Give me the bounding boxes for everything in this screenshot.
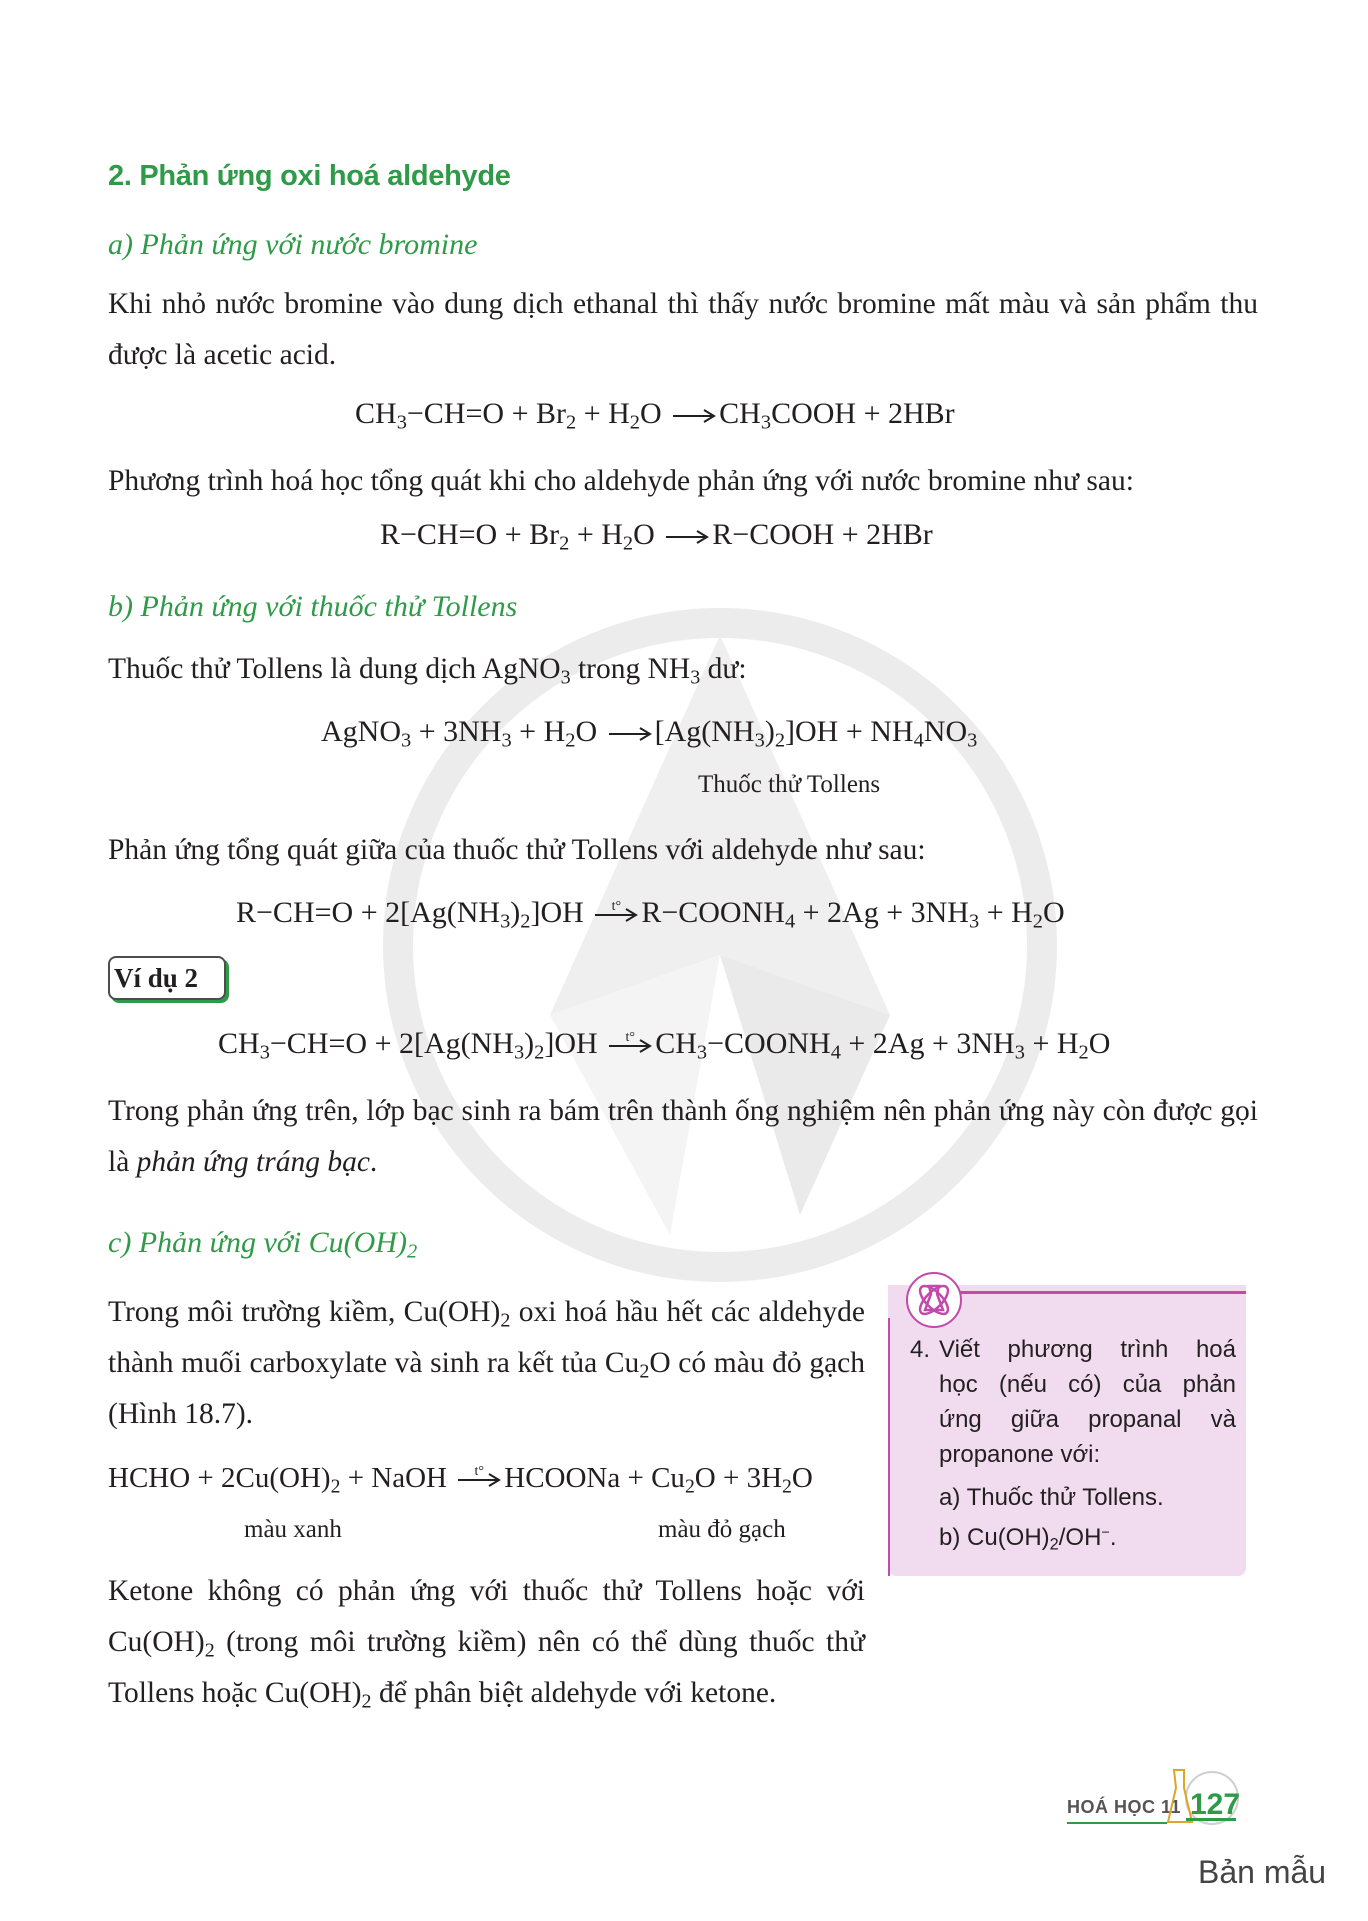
- question-option-b: [939, 1518, 1236, 1558]
- subheading-copper-subscript: 2: [406, 1240, 418, 1263]
- question-option-a: a) Thuốc thử Tollens.: [939, 1484, 1164, 1511]
- equation-general-tollens: $R-CH=O + 2[Ag(NH_3)_2]OH$ t° $R-COONH_4 + 2Ag + 3NH_3 + H_2O$: [236, 896, 1065, 933]
- equation-example-ethanal-tollens: $CH_3-CH=O + 2[Ag(NH_3)_2]OH$ t° $CH_3-COONH_4 + 2Ag + 3NH_3 + H_2O$: [218, 1027, 1111, 1064]
- equation-ethanal-bromine: $CH_3-CH=O + Br_2 + H_2O$ $CH_3COOH + 2HBr$: [355, 397, 955, 434]
- question-box-left-rule: [888, 1318, 890, 1576]
- tollens-reagent-caption: Thuốc thử Tollens: [698, 771, 881, 798]
- subheading-copper-hydroxide: [108, 1226, 418, 1263]
- caption-blue-color: màu xanh: [244, 1516, 342, 1543]
- subheading-bromine: a) Phản ứng với nước bromine: [108, 228, 478, 261]
- paragraph-bromine-intro: Khi nhỏ nước bromine vào dung dịch ethanal thì thấy nước bromine mất màu và sản phẩm thu được là acetic acid.: [108, 288, 1258, 371]
- equation-tollens-preparation: AgNO$_3$ + $3NH_3 + H_2O$ $[Ag(NH_3)_2]OH + NH_4NO_3$: [321, 715, 978, 752]
- caption-brick-red-color: màu đỏ gạch: [658, 1516, 786, 1543]
- heat-arrow-icon: t°: [608, 1036, 652, 1056]
- equation-formaldehyde-copper: HCHO + $2Cu(OH)_2$ + NaOH t° HCOONa + $Cu_2O + 3H_2O$: [108, 1462, 813, 1498]
- option-b-subscript: 2: [1049, 1535, 1059, 1554]
- silver-mirror-end: .: [369, 1146, 378, 1178]
- option-b-prefix: b) Cu(OH): [939, 1524, 1050, 1551]
- paragraph-silver-mirror: [108, 1086, 1258, 1188]
- question-box-top-rule: [932, 1291, 1246, 1294]
- question-text: [910, 1332, 1236, 1558]
- molecule-flask-icon: [906, 1272, 962, 1328]
- heat-arrow-icon: t°: [594, 905, 638, 925]
- footer-subject: HOÁ HỌC 11: [1067, 1797, 1182, 1817]
- option-b-superscript: −: [1101, 1525, 1110, 1542]
- page-number: 127: [1190, 1788, 1241, 1821]
- question-line: ứng giữa propanal và: [939, 1406, 1236, 1433]
- sample-stamp: Bản mẫu: [1198, 1854, 1327, 1890]
- reaction-arrow-icon: [672, 406, 716, 426]
- heat-arrow-icon: t°: [457, 1470, 501, 1490]
- reaction-arrow-icon: [665, 527, 709, 547]
- question-line: học (nếu có) của phản: [939, 1371, 1236, 1398]
- paragraph-copper-oxidation: Trong môi trường kiềm, $Cu(OH)_2$ oxi hoá hầu hết các aldehyde thành muối carboxylate và sinh ra kết tủa $Cu_2O$ có màu đỏ gạch (Hình 18.7).: [108, 1296, 866, 1430]
- subheading-tollens: b) Phản ứng với thuốc thử Tollens: [108, 590, 518, 623]
- example-badge: Ví dụ 2: [108, 956, 226, 1000]
- footer-rule: [1067, 1822, 1167, 1824]
- silver-mirror-term: phản ứng tráng bạc: [136, 1146, 370, 1178]
- option-b-end: .: [1109, 1524, 1117, 1551]
- paragraph-ketone-distinction: Ketone không có phản ứng với thuốc thử Tollens hoặc với $Cu(OH)_2$ (trong môi trường kiềm) nên có thể dùng thuốc thử Tollens hoặc $Cu(OH)_2$ để phân biệt aldehyde với ketone.: [108, 1575, 865, 1713]
- paragraph-bromine-general: Phương trình hoá học tổng quát khi cho aldehyde phản ứng với nước bromine như sau:: [108, 465, 1134, 497]
- reaction-arrow-icon: [608, 724, 652, 744]
- question-line: propanone với:: [939, 1441, 1101, 1468]
- question-number: 4.: [910, 1336, 931, 1363]
- equation-general-bromine: $R-CH=O + Br_2 + H_2O$ R−COOH + 2HBr: [380, 518, 933, 555]
- section-title: 2. Phản ứng oxi hoá aldehyde: [108, 160, 511, 192]
- paragraph-tollens-definition: Thuốc thử Tollens là dung dịch AgNO$_3$ trong $NH_3$ dư:: [108, 653, 747, 689]
- silver-mirror-text: Trong phản ứng trên, lớp bạc sinh ra bám trên thành ống nghiệm nên phản ứng này còn được gọi là: [108, 1095, 1258, 1178]
- subheading-copper-text: c) Phản ứng với Cu(OH): [108, 1226, 407, 1259]
- option-b-suffix: /OH: [1058, 1524, 1102, 1551]
- paragraph-tollens-general: Phản ứng tổng quát giữa của thuốc thử Tollens với aldehyde như sau:: [108, 834, 926, 866]
- question-line: Viết phương trình hoá: [939, 1336, 1236, 1363]
